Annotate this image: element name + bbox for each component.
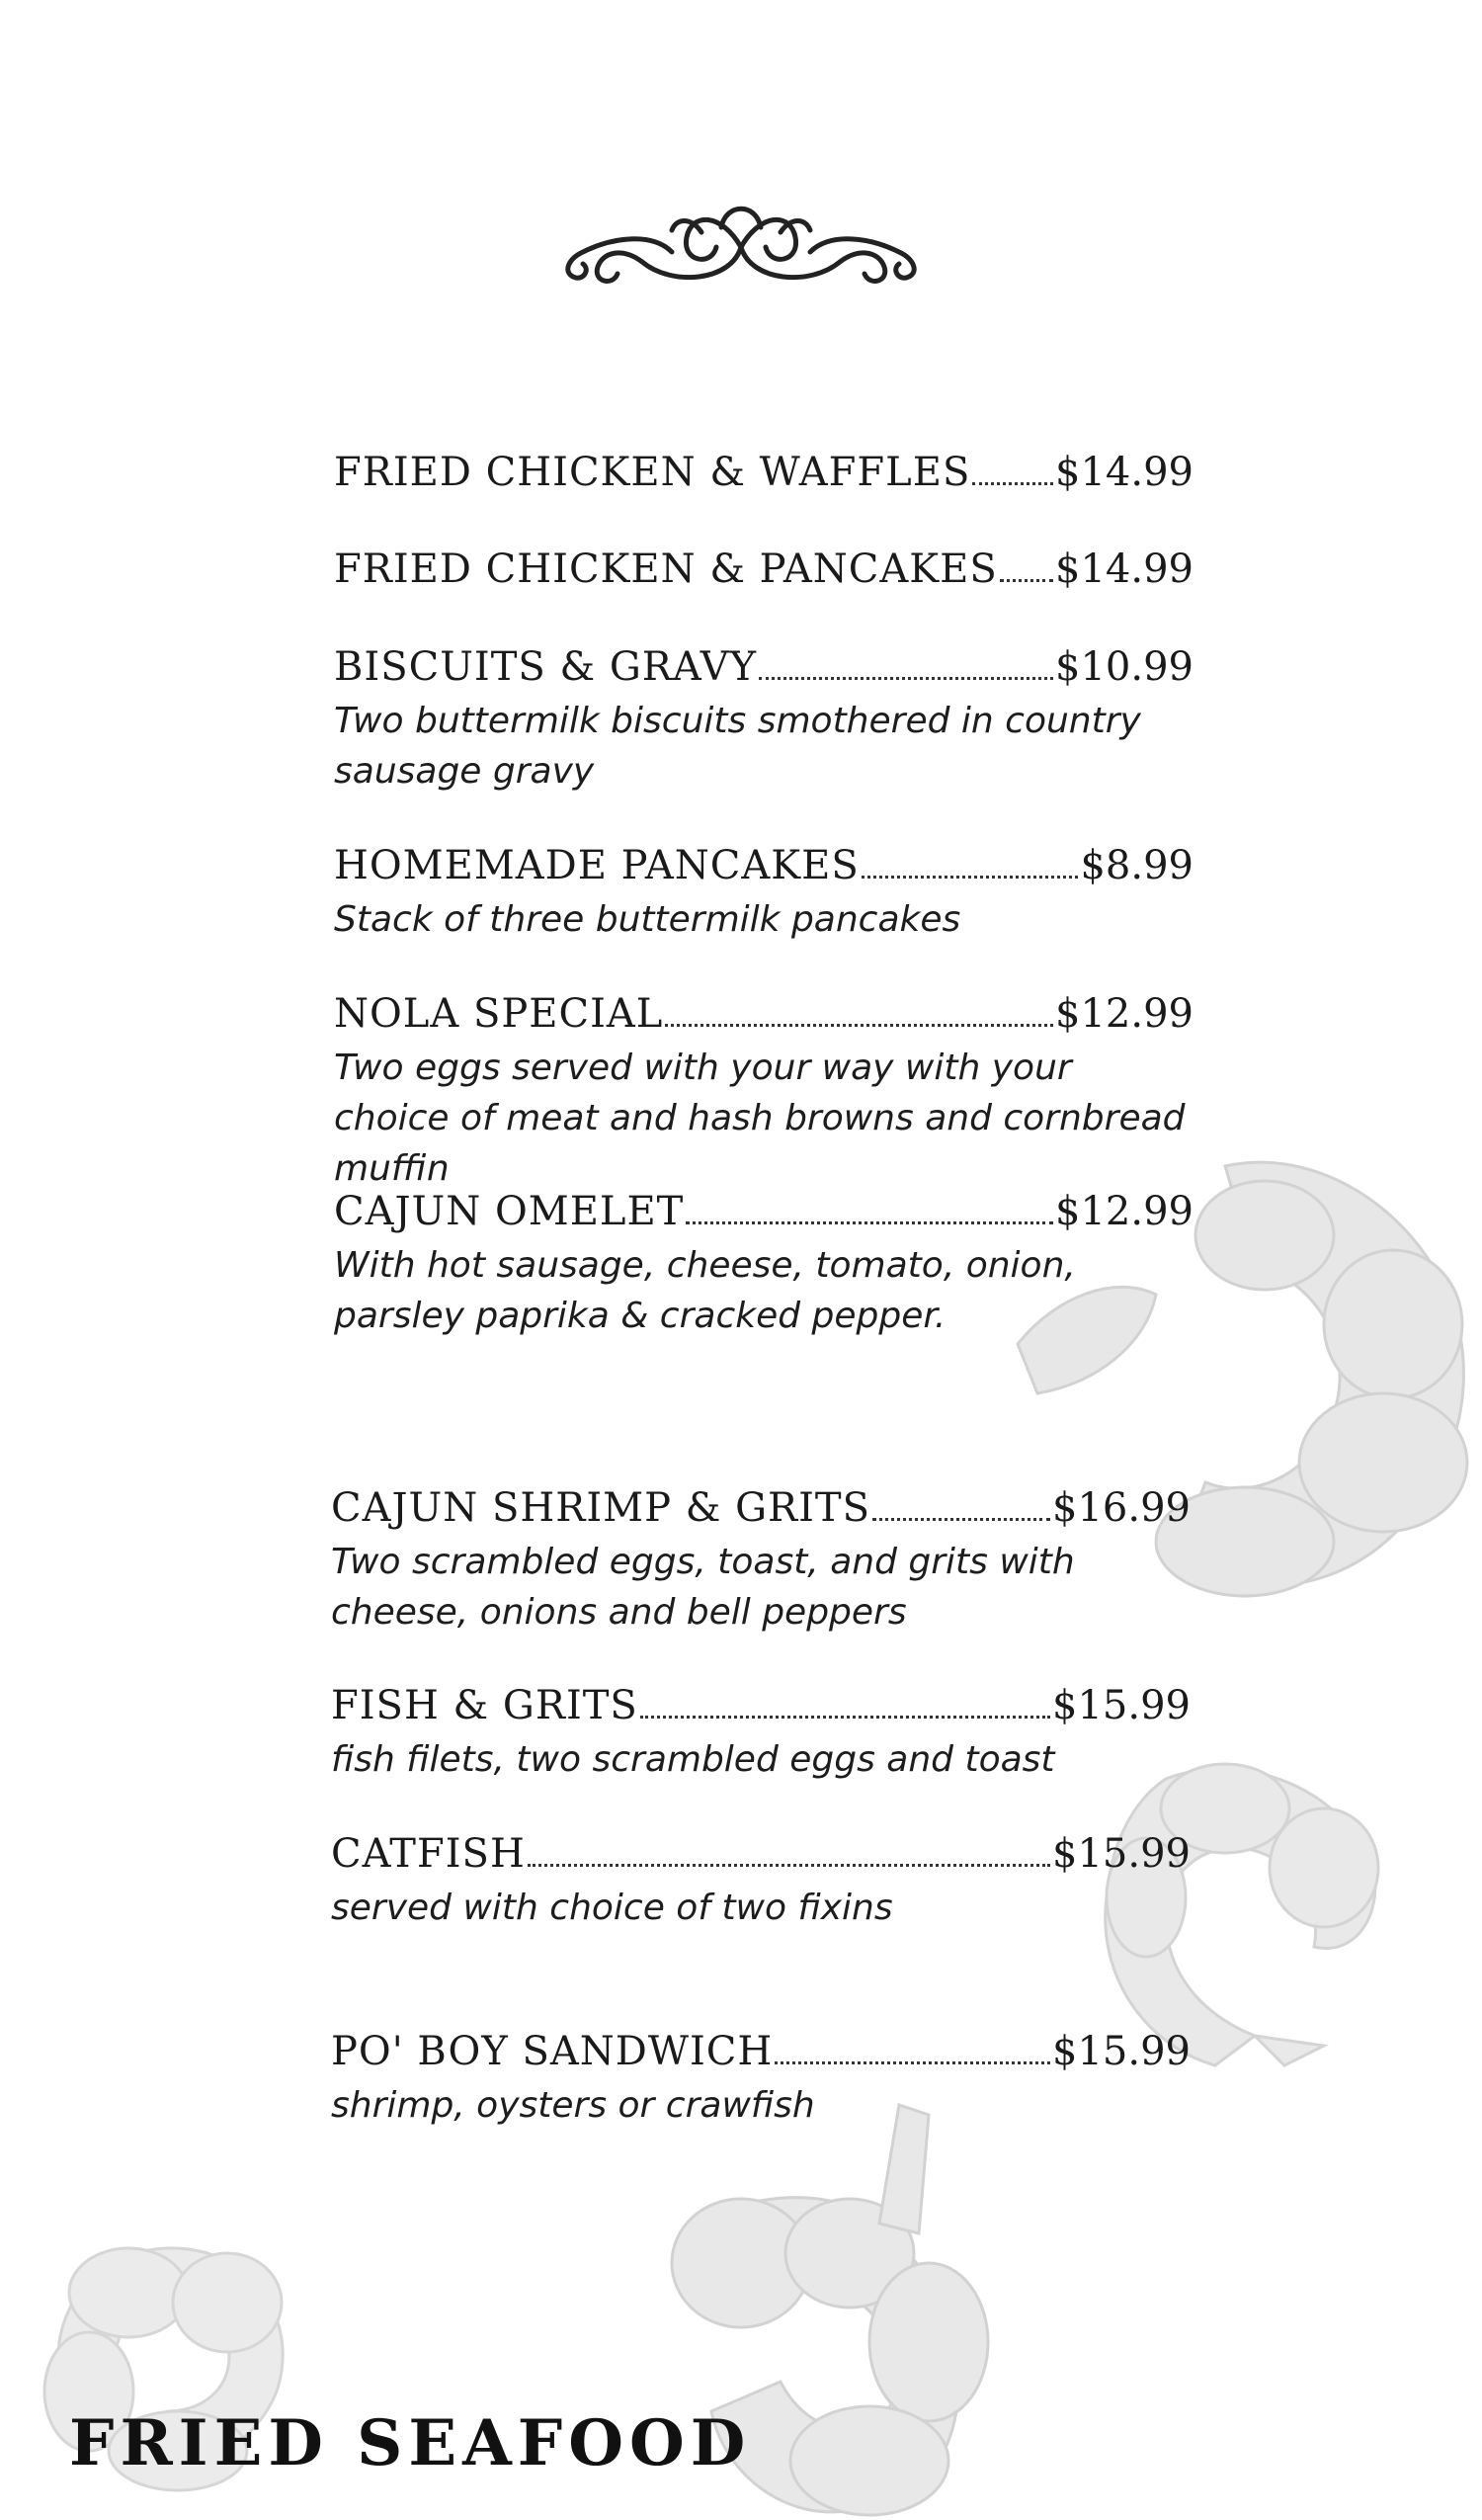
menu-item-description: shrimp, oysters or crawfish bbox=[331, 2085, 815, 2126]
menu-item-name: HOMEMADE PANCAKES bbox=[334, 843, 860, 888]
menu-item-description: Two scrambled eggs, toast, and grits with cheese, onions and bell peppers bbox=[331, 1542, 1075, 1633]
menu-item bbox=[334, 1189, 1194, 1341]
menu-item-price: $16.99 bbox=[1052, 1485, 1191, 1531]
dot-leader bbox=[862, 875, 1079, 879]
menu-item-description: With hot sausage, cheese, tomato, onion, parsley paprika & cracked pepper. bbox=[334, 1245, 1076, 1336]
menu-item bbox=[334, 450, 1194, 495]
menu-item bbox=[334, 843, 1194, 945]
menu-item-description: Two eggs served with your way with your choice of meat and hash browns and cornbread muffin bbox=[334, 1048, 1186, 1189]
menu-item-name: PO' BOY SANDWICH bbox=[331, 2029, 774, 2074]
dot-leader bbox=[759, 676, 1053, 680]
menu-item-name: BISCUITS & GRAVY bbox=[334, 644, 758, 690]
menu-item-description: served with choice of two fixins bbox=[331, 1888, 893, 1928]
menu-item-price: $15.99 bbox=[1052, 2029, 1191, 2074]
menu-item-price: $15.99 bbox=[1052, 1831, 1191, 1877]
menu-item-name: NOLA SPECIAL bbox=[334, 991, 664, 1037]
menu-item bbox=[331, 1485, 1191, 1638]
menu-item-price: $12.99 bbox=[1055, 1189, 1194, 1234]
menu-item-name: CAJUN SHRIMP & GRITS bbox=[331, 1485, 871, 1531]
menu-item-description: fish filets, two scrambled eggs and toast bbox=[331, 1739, 1055, 1780]
menu-item-price: $12.99 bbox=[1055, 991, 1194, 1037]
menu-item-price: $14.99 bbox=[1055, 450, 1194, 495]
dot-leader bbox=[640, 1715, 1050, 1719]
dot-leader bbox=[528, 1863, 1050, 1867]
menu-item-description: Stack of three buttermilk pancakes bbox=[334, 899, 961, 940]
menu-item-price: $10.99 bbox=[1055, 644, 1194, 690]
dot-leader bbox=[775, 2060, 1050, 2064]
menu-item-price: $8.99 bbox=[1080, 843, 1194, 888]
menu-item bbox=[334, 991, 1194, 1194]
menu-item bbox=[334, 546, 1194, 592]
menu-item-name: CAJUN OMELET bbox=[334, 1189, 685, 1234]
dot-leader bbox=[872, 1517, 1050, 1521]
menu-item-name: FRIED CHICKEN & WAFFLES bbox=[334, 450, 971, 495]
menu-item bbox=[331, 1683, 1191, 1785]
menu-item-price: $15.99 bbox=[1052, 1683, 1191, 1728]
menu-item-name: CATFISH bbox=[331, 1831, 526, 1877]
menu-item-description: Two buttermilk biscuits smothered in country sausage gravy bbox=[334, 701, 1141, 792]
menu-item-name: FISH & GRITS bbox=[331, 1683, 638, 1728]
dot-leader bbox=[686, 1220, 1053, 1224]
dot-leader bbox=[972, 481, 1053, 485]
menu-item-price: $14.99 bbox=[1055, 546, 1194, 592]
dot-leader bbox=[1000, 578, 1053, 582]
section-title: FRIED SEAFOOD bbox=[69, 2406, 752, 2480]
menu-item bbox=[331, 2029, 1191, 2131]
dot-leader bbox=[665, 1023, 1053, 1027]
menu-item-name: FRIED CHICKEN & PANCAKES bbox=[334, 546, 998, 592]
menu-item bbox=[334, 644, 1194, 797]
menu-item bbox=[331, 1831, 1191, 1933]
